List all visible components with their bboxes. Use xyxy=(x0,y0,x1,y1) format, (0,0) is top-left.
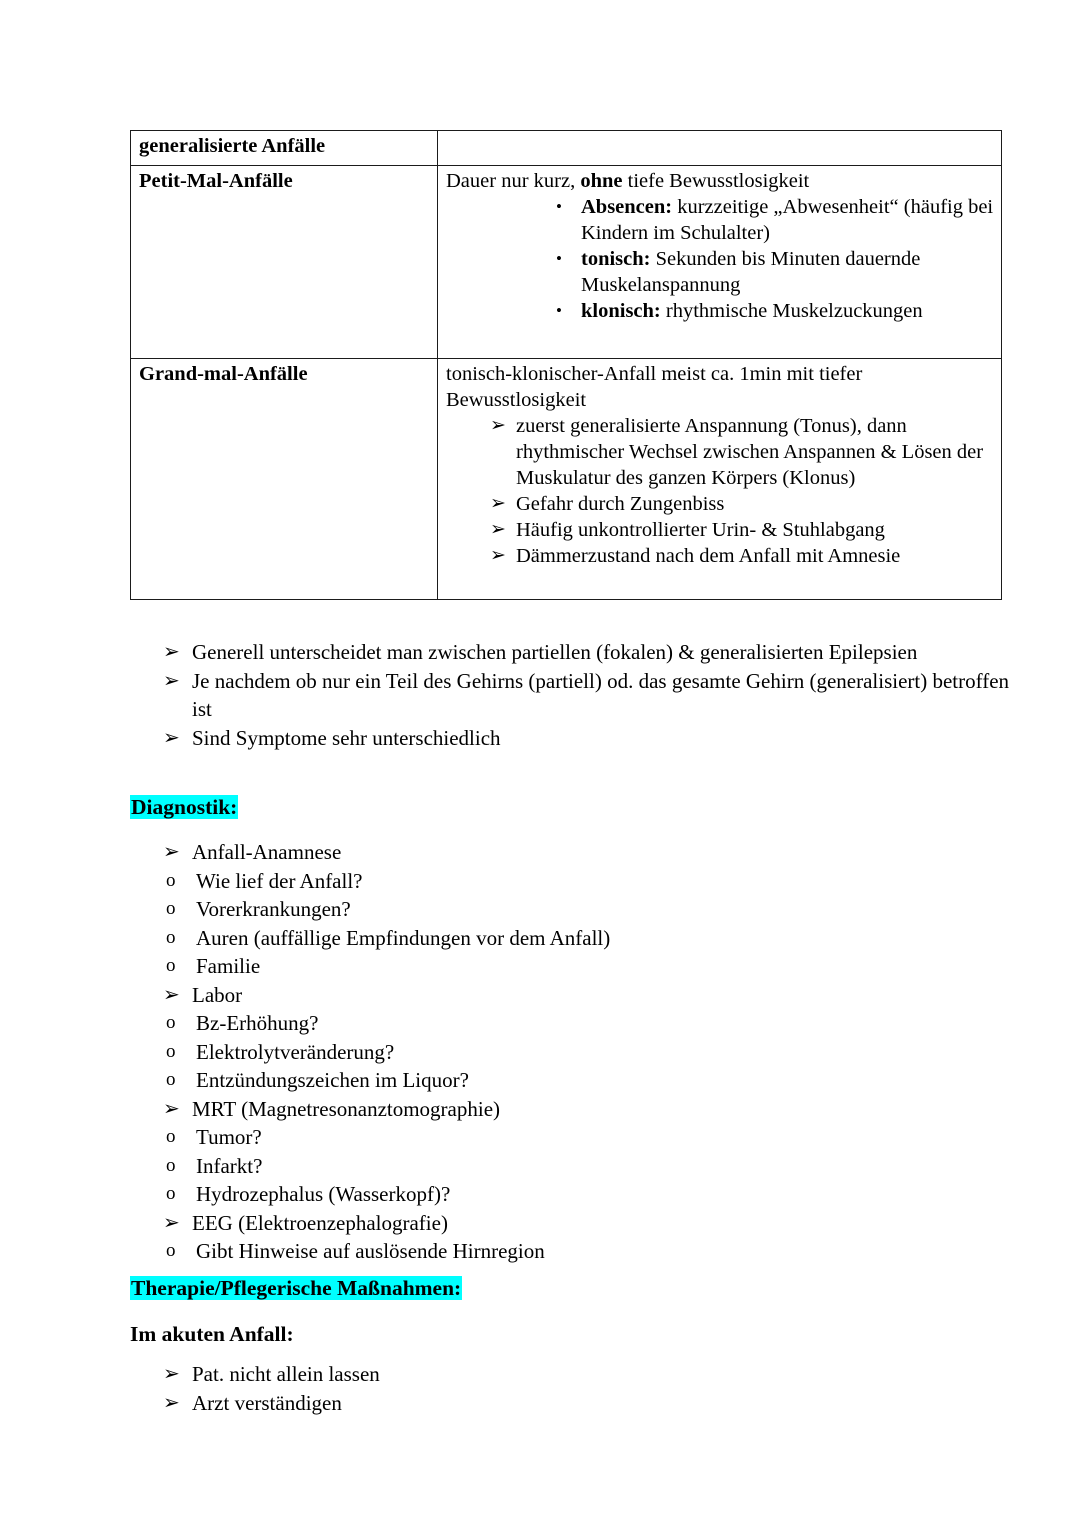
list-item xyxy=(446,194,995,246)
therapy-list-block xyxy=(130,1360,1030,1417)
bullet-term: klonisch: xyxy=(581,300,661,322)
diagnostics-sublist-mrt xyxy=(130,1123,1030,1209)
list-item xyxy=(130,1237,1030,1266)
list-item xyxy=(130,838,1030,867)
seizure-types-table xyxy=(130,130,1002,600)
list-item xyxy=(130,1209,1030,1238)
list-item xyxy=(130,1123,1030,1152)
general-notes-list xyxy=(130,638,1030,752)
circle-bullet-icon: o xyxy=(166,1183,176,1204)
grand-mal-bullet-list xyxy=(446,413,995,569)
bullet-text: Häufig unkontrollierter Urin- & Stuhlabgang xyxy=(516,519,885,541)
arrow-bullet-icon: ➢ xyxy=(490,493,506,514)
row-body-petit-mal xyxy=(438,166,1002,359)
highlight-span: Diagnostik: xyxy=(131,795,238,819)
list-item-text: MRT (Magnetresonanztomographie) xyxy=(192,1096,501,1121)
list-item xyxy=(130,952,1030,981)
diagnostics-heading-block xyxy=(130,793,1030,822)
table-row xyxy=(131,359,1002,600)
petit-mal-intro-prefix: Dauer nur kurz, xyxy=(446,170,581,192)
list-item xyxy=(130,724,1030,753)
bullet-term: Absencen: xyxy=(581,196,673,218)
table-header-label: generalisierte Anfälle xyxy=(131,131,438,166)
arrow-bullet-icon: ➢ xyxy=(163,1097,180,1120)
diagnostics-list xyxy=(130,838,1030,1266)
circle-bullet-icon: o xyxy=(166,926,176,948)
bullet-text: Dämmerzustand nach dem Anfall mit Amnesie xyxy=(516,545,901,567)
bullet-text: kurzzeitige „Abwesenheit“ (häufig bei Kindern im Schulalter) xyxy=(581,196,994,244)
list-item xyxy=(130,1152,1030,1181)
circle-bullet-icon: o xyxy=(166,1012,176,1033)
list-item-text: Elektrolytveränderung? xyxy=(196,1039,395,1064)
arrow-bullet-icon: ➢ xyxy=(490,519,506,540)
arrow-bullet-icon: ➢ xyxy=(163,669,180,692)
diagnostics-sublist-anamnese xyxy=(130,867,1030,981)
dot-bullet-icon: • xyxy=(556,197,562,216)
list-item-text: Bz-Erhöhung? xyxy=(196,1011,319,1035)
arrow-bullet-icon: ➢ xyxy=(163,641,180,663)
list-item-text: EEG (Elektroenzephalografie) xyxy=(192,1210,448,1235)
section-heading-diagnostics xyxy=(130,793,238,821)
arrow-bullet-icon: ➢ xyxy=(163,726,180,749)
grand-mal-intro: tonisch-klonischer-Anfall meist ca. 1min mit tiefer Bewusstlosigkeit xyxy=(446,363,863,411)
circle-bullet-icon: o xyxy=(166,1126,176,1147)
list-item-text: Wie lief der Anfall? xyxy=(196,868,363,893)
therapy-heading-block xyxy=(130,1274,1030,1303)
bullet-text: rhythmische Muskelzuckungen xyxy=(660,300,923,322)
petit-mal-intro-suffix: tiefe Bewusstlosigkeit xyxy=(622,170,810,192)
list-item-text: Labor xyxy=(192,982,243,1007)
list-item-text: Je nachdem ob nur ein Teil des Gehirns (partiell) od. das gesamte Gehirn (generalisiert) betroffen ist xyxy=(192,668,1010,721)
list-item xyxy=(130,1180,1030,1209)
arrow-bullet-icon: ➢ xyxy=(163,1211,180,1234)
row-body-grand-mal xyxy=(438,359,1002,600)
dot-bullet-icon: • xyxy=(556,301,562,320)
circle-bullet-icon: o xyxy=(166,1069,176,1090)
highlight-span: Therapie/Pflegerische Maßnahmen: xyxy=(131,1276,462,1300)
list-item xyxy=(130,867,1030,896)
subsection-heading-acute: Im akuten Anfall: xyxy=(130,1322,294,1346)
list-item xyxy=(130,1095,1030,1124)
list-item-text: Tumor? xyxy=(196,1125,262,1149)
table-row xyxy=(131,166,1002,359)
list-item-text: Sind Symptome sehr unterschiedlich xyxy=(192,725,501,750)
arrow-bullet-icon: ➢ xyxy=(490,545,506,566)
arrow-bullet-icon: ➢ xyxy=(163,1391,180,1414)
list-item xyxy=(446,517,995,543)
list-item-text: Hydrozephalus (Wasserkopf)? xyxy=(196,1182,451,1206)
list-item xyxy=(130,1360,1030,1389)
petit-mal-intro xyxy=(446,168,995,194)
diagnostics-sublist-eeg xyxy=(130,1237,1030,1266)
list-item xyxy=(130,1389,1030,1418)
diagnostics-list-block xyxy=(130,838,1030,1266)
diagnostics-sublist-labor xyxy=(130,1009,1030,1095)
list-item-text: Pat. nicht allein lassen xyxy=(192,1362,380,1386)
list-item-text: Familie xyxy=(196,954,261,978)
arrow-bullet-icon: ➢ xyxy=(163,983,180,1006)
list-item-text: Arzt verständigen xyxy=(192,1390,342,1415)
petit-mal-bullet-list xyxy=(446,194,995,324)
bullet-text: Gefahr durch Zungenbiss xyxy=(516,493,725,515)
circle-bullet-icon: o xyxy=(166,1154,176,1176)
list-item xyxy=(446,246,995,298)
circle-bullet-icon: o xyxy=(166,955,176,976)
list-item-text: Entzündungszeichen im Liquor? xyxy=(196,1068,469,1092)
bullet-term: tonisch: xyxy=(581,248,651,270)
arrow-bullet-icon: ➢ xyxy=(163,841,180,863)
list-item xyxy=(446,298,995,324)
list-item xyxy=(130,924,1030,953)
petit-mal-intro-bold: ohne xyxy=(580,170,623,192)
list-item xyxy=(130,638,1030,667)
circle-bullet-icon: o xyxy=(166,869,176,891)
list-item-text: Anfall-Anamnese xyxy=(192,840,342,864)
list-item-text: Generell unterscheidet man zwischen partiellen (fokalen) & generalisierten Epilepsien xyxy=(192,640,918,664)
list-item xyxy=(130,981,1030,1010)
list-item xyxy=(130,1066,1030,1095)
circle-bullet-icon: o xyxy=(166,898,176,919)
circle-bullet-icon: o xyxy=(166,1040,176,1062)
table-row xyxy=(131,131,1002,166)
general-notes-block xyxy=(130,638,1030,752)
list-item xyxy=(130,1038,1030,1067)
list-item xyxy=(446,491,995,517)
therapy-subheading-block xyxy=(130,1320,1030,1348)
list-item xyxy=(130,895,1030,924)
list-item-text: Vorerkrankungen? xyxy=(196,897,351,921)
list-item xyxy=(130,1009,1030,1038)
list-item-text: Auren (auffällige Empfindungen vor dem Anfall) xyxy=(196,925,611,950)
circle-bullet-icon: o xyxy=(166,1240,176,1261)
list-item xyxy=(446,543,995,569)
row-label-grand-mal: Grand-mal-Anfälle xyxy=(131,359,438,600)
arrow-bullet-icon: ➢ xyxy=(490,415,506,436)
list-item-text: Gibt Hinweise auf auslösende Hirnregion xyxy=(196,1239,545,1263)
section-heading-therapy xyxy=(130,1274,462,1302)
row-label-petit-mal: Petit-Mal-Anfälle xyxy=(131,166,438,359)
bullet-text: zuerst generalisierte Anspannung (Tonus), dann rhythmischer Wechsel zwischen Anspannen & Lösen der Muskulatur des ganzen Körpers (Klonus) xyxy=(516,415,984,489)
list-item xyxy=(446,413,995,491)
table-header-body xyxy=(438,131,1002,166)
list-item-text: Infarkt? xyxy=(196,1153,263,1178)
dot-bullet-icon: • xyxy=(556,249,562,268)
arrow-bullet-icon: ➢ xyxy=(163,1363,180,1385)
bullet-text: Sekunden bis Minuten dauernde Muskelanspannung xyxy=(581,248,921,296)
therapy-list xyxy=(130,1360,1030,1417)
list-item xyxy=(130,667,1030,724)
